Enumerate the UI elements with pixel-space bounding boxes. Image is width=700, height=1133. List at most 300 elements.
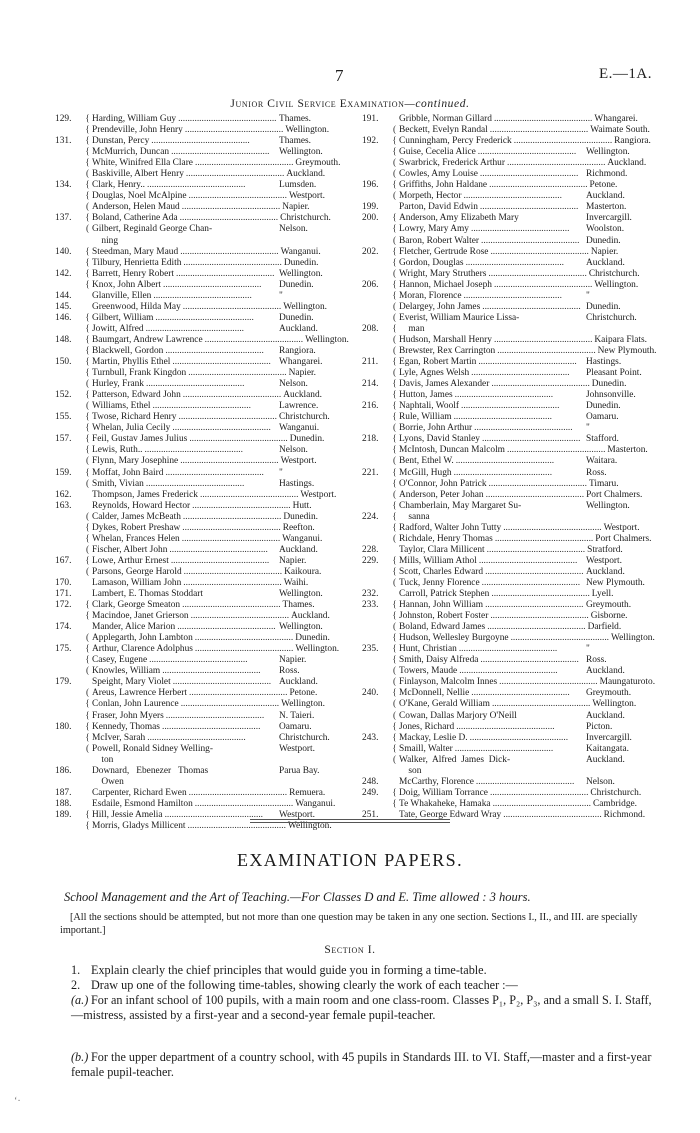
- candidate-place: Auckland.: [286, 169, 326, 180]
- leader-dots: ..........................................: [485, 600, 584, 611]
- candidate-rank: 148.: [55, 334, 72, 345]
- candidate-rank: [55, 158, 83, 169]
- candidate-row: [55, 799, 355, 810]
- leader-dots: [425, 324, 584, 335]
- candidate-place: Christchurch.: [279, 732, 330, 743]
- candidate-row: [55, 313, 355, 324]
- leader-dots: ..........................................: [481, 434, 581, 445]
- brace-mark: {: [85, 257, 90, 268]
- candidate-row: [55, 666, 355, 677]
- leader-dots: ..........................................: [490, 246, 589, 257]
- candidate-row: [362, 136, 662, 147]
- leader-dots: ..........................................: [463, 191, 562, 202]
- candidate-rank: 129.: [55, 114, 72, 124]
- question-1: [71, 963, 661, 978]
- brace-mark: {: [392, 600, 397, 611]
- leader-dots: ..........................................: [181, 202, 281, 213]
- brace-mark: (: [85, 544, 90, 555]
- candidate-rank: 167.: [55, 555, 72, 566]
- candidate-row: [362, 766, 662, 777]
- candidate-place: Napier.: [282, 202, 310, 213]
- brace-mark: [390, 114, 399, 125]
- candidate-place: Napier.: [279, 655, 307, 666]
- candidate-rank: 144.: [55, 290, 72, 301]
- candidate-name: ton: [92, 754, 114, 765]
- brace-mark: (: [392, 158, 397, 169]
- candidate-name: Turnbull, Frank Kingdon: [92, 368, 187, 379]
- leader-dots: ..........................................: [497, 345, 596, 356]
- leader-dots: [212, 224, 277, 235]
- leader-dots: ..........................................: [180, 246, 279, 257]
- candidate-row: [362, 799, 662, 810]
- candidate-row: [362, 699, 662, 710]
- candidate-row: [55, 711, 355, 722]
- brace-mark: {: [392, 787, 397, 798]
- candidate-name: Kennedy, Thomas: [92, 721, 160, 732]
- candidate-row: [55, 302, 355, 313]
- candidate-row: [362, 633, 662, 644]
- candidate-row: [55, 346, 355, 357]
- leader-dots: [124, 777, 277, 788]
- candidate-name: Hill, Jessie Amelia: [92, 809, 163, 820]
- candidate-place: Wellington.: [283, 301, 327, 312]
- candidate-name: man: [399, 323, 425, 334]
- question-2-number: 2.: [71, 978, 81, 992]
- candidate-rank: [55, 346, 83, 357]
- leader-dots: ..........................................: [178, 114, 277, 124]
- brace-mark: {: [85, 368, 90, 379]
- candidate-place: Auckland.: [586, 191, 625, 202]
- candidate-place: Oamaru.: [586, 412, 619, 423]
- candidate-place: New Plymouth.: [586, 577, 645, 588]
- candidate-row: [362, 523, 662, 534]
- candidate-rank: [362, 534, 390, 545]
- candidate-name: Gilbert, William: [92, 312, 154, 323]
- candidate-rank: [55, 445, 83, 456]
- candidate-name: Jowitt, Alfred: [92, 323, 144, 334]
- candidate-row: [362, 445, 662, 456]
- leader-dots: ..........................................: [147, 732, 246, 743]
- candidate-name: Glanville, Ellen: [92, 290, 152, 301]
- brace-mark: (: [85, 633, 90, 644]
- section-divider-bottom: [250, 822, 450, 823]
- leader-dots: ..........................................: [481, 577, 581, 588]
- candidate-rank: 187.: [55, 787, 72, 798]
- brace-mark: {: [85, 821, 90, 831]
- candidate-row: [362, 147, 662, 158]
- candidate-row: [362, 490, 662, 501]
- candidate-place: [584, 766, 662, 777]
- brace-mark: {: [85, 125, 90, 136]
- candidate-rank: 180.: [55, 721, 72, 732]
- candidate-place: Ross.: [586, 467, 607, 478]
- candidate-place: [584, 512, 662, 523]
- brace-mark: [390, 589, 399, 600]
- leader-dots: ..........................................: [172, 423, 271, 434]
- brace-mark: {: [85, 246, 90, 257]
- candidate-place: Wellington.: [281, 699, 325, 710]
- candidate-rank: [362, 456, 390, 467]
- question-2b-text: For the upper department of a country school, with 45 pupils in Standards III. to VI. Staff,—master and a first-year female pupil-teacher.: [71, 1050, 652, 1079]
- leader-dots: ..........................................: [145, 379, 245, 390]
- candidate-rank: 162.: [55, 489, 72, 500]
- leader-dots: ..........................................: [491, 589, 590, 600]
- candidate-place: [277, 236, 355, 247]
- leader-dots: ..........................................: [188, 368, 287, 379]
- candidate-row: [362, 501, 662, 512]
- leader-dots: ..........................................: [183, 566, 283, 577]
- candidate-rank: 179.: [55, 677, 72, 688]
- candidate-place: Invercargill.: [586, 213, 632, 224]
- leader-dots: ..........................................: [499, 677, 598, 688]
- brace-mark: {: [392, 644, 397, 655]
- candidate-row: [362, 556, 662, 567]
- candidate-row: [362, 390, 662, 401]
- candidate-name: Hannon, Michael Joseph: [399, 279, 492, 290]
- leader-dots: ..........................................: [454, 390, 554, 401]
- candidate-row: [362, 479, 662, 490]
- candidate-row: [55, 589, 355, 600]
- candidate-name: Conlan, John Laurence: [92, 699, 179, 710]
- brace-mark: {: [392, 732, 397, 743]
- candidate-place: Wellington.: [592, 699, 637, 710]
- candidate-place: Greymouth.: [295, 158, 341, 169]
- candidate-row: [362, 169, 662, 180]
- candidate-place: Dunedin.: [591, 379, 627, 390]
- candidate-rank: [362, 622, 390, 633]
- candidate-place: Westport.: [279, 809, 315, 820]
- leader-dots: ..........................................: [471, 368, 570, 379]
- leader-dots: ..........................................: [479, 202, 579, 213]
- candidate-name: Anderson, Helen Maud: [92, 202, 180, 213]
- candidate-rank: [362, 744, 390, 755]
- candidate-place: [277, 777, 355, 788]
- leader-dots: ..........................................: [188, 787, 288, 798]
- candidate-name: Johnston, Robert Foster: [399, 611, 489, 622]
- candidate-place: Johnsonville.: [586, 390, 636, 401]
- leader-dots: ..........................................: [183, 257, 282, 268]
- candidate-rank: 155.: [55, 412, 72, 423]
- leader-dots: ..........................................: [469, 732, 569, 743]
- candidate-row: [55, 423, 355, 434]
- candidate-place: Wellington.: [586, 147, 630, 158]
- candidate-name: Macindoe, Janet Grierson: [92, 611, 189, 622]
- leader-dots: ..........................................: [506, 445, 606, 456]
- candidate-name: Arthur, Clarence Adolphus: [92, 644, 193, 655]
- candidate-place: Wellington.: [586, 500, 630, 511]
- brace-mark: {: [392, 478, 397, 489]
- candidate-name: Carpenter, Richard Ewen: [92, 787, 187, 798]
- question-2a: [71, 993, 661, 1022]
- candidate-row: [55, 456, 355, 467]
- candidate-rank: [362, 412, 390, 423]
- candidate-place: ": [279, 290, 283, 301]
- candidate-name: Radford, Walter John Tutty: [399, 522, 502, 533]
- candidate-row: [55, 611, 355, 622]
- leader-dots: ..........................................: [492, 798, 592, 809]
- candidate-place: Kaikoura.: [284, 566, 322, 577]
- candidate-row: [55, 258, 355, 269]
- candidate-rank: [362, 236, 390, 247]
- leader-dots: ..........................................: [189, 688, 288, 699]
- candidate-rank: 142.: [55, 268, 72, 279]
- brace-mark: {: [85, 644, 90, 655]
- brace-mark: [390, 545, 399, 556]
- candidate-name: Richdale, Henry Thomas: [399, 533, 493, 544]
- leader-dots: ..........................................: [454, 743, 554, 754]
- candidate-row: [362, 755, 662, 766]
- leader-dots: ..........................................: [491, 379, 590, 390]
- candidate-rank: [362, 445, 390, 456]
- candidate-place: Auckland.: [279, 544, 318, 555]
- brace-mark: {: [392, 798, 397, 809]
- brace-mark: (: [392, 268, 397, 279]
- candidate-name: Reynolds, Howard Hector: [92, 500, 191, 511]
- brace-mark: {: [85, 357, 90, 368]
- candidate-row: [55, 655, 355, 666]
- candidate-name: son: [399, 765, 422, 776]
- leader-dots: ..........................................: [494, 533, 594, 544]
- candidate-rank: 171.: [55, 589, 72, 600]
- candidate-name: Lowry, Mary Amy: [399, 224, 469, 235]
- candidate-row: [362, 158, 662, 169]
- candidate-place: Kaipara Flats.: [594, 334, 647, 345]
- leader-dots: ..........................................: [163, 279, 262, 290]
- candidate-name: Parton, David Edwin: [399, 202, 478, 213]
- candidate-place: Dunedin.: [295, 633, 330, 644]
- candidate-row: [362, 733, 662, 744]
- candidate-rank: 192.: [362, 136, 379, 147]
- candidate-place: Auckland.: [586, 666, 625, 677]
- brace-mark: {: [85, 114, 90, 124]
- candidate-name: Patterson, Edward John: [92, 390, 181, 401]
- candidate-name: Morris, Gladys Millicent: [92, 821, 186, 831]
- leader-dots: ..........................................: [510, 633, 610, 644]
- candidate-name: Bent, Ethel W.: [399, 456, 454, 467]
- candidate-row: [362, 236, 662, 247]
- candidate-name: Baumgart, Andrew Lawrence: [92, 334, 203, 345]
- leader-dots: [510, 755, 584, 766]
- candidate-place: Ross.: [279, 666, 300, 677]
- candidate-name: Gordon, Douglas: [399, 257, 464, 268]
- candidate-rank: 233.: [362, 600, 379, 611]
- leader-dots: ..........................................: [182, 390, 282, 401]
- candidate-place: Wellington.: [279, 268, 323, 279]
- leader-dots: ..........................................: [493, 279, 593, 290]
- candidate-place: Greymouth.: [586, 688, 632, 699]
- brace-mark: {: [85, 423, 90, 434]
- candidate-place: Pleasant Point.: [586, 368, 642, 379]
- candidate-name: Towers, Maude: [399, 666, 458, 677]
- brace-mark: (: [392, 456, 397, 467]
- candidate-row: [55, 788, 355, 799]
- candidate-row: [362, 202, 662, 213]
- candidate-row: [55, 114, 355, 125]
- candidate-place: Woolston.: [586, 224, 625, 235]
- candidate-place: Auckland.: [291, 611, 330, 622]
- candidate-row: [55, 733, 355, 744]
- leader-dots: [203, 589, 277, 600]
- candidate-row: [362, 125, 662, 136]
- candidate-rank: 229.: [362, 555, 379, 566]
- candidate-rank: [362, 666, 390, 677]
- candidate-name: Walker, Alfred James Dick-: [399, 754, 511, 765]
- candidate-row: [362, 213, 662, 224]
- leader-dots: ..........................................: [474, 423, 573, 434]
- candidate-rank: [362, 158, 390, 169]
- leader-dots: [430, 512, 584, 523]
- candidate-name: Moran, Florence: [399, 290, 462, 301]
- leader-dots: ..........................................: [172, 677, 272, 688]
- leader-dots: ..........................................: [182, 511, 282, 522]
- candidate-rank: [55, 755, 83, 766]
- candidate-name: Fraser, John Myers: [92, 710, 164, 721]
- brace-mark: (: [392, 533, 397, 544]
- candidate-row: [55, 247, 355, 258]
- leader-dots: ..........................................: [481, 235, 580, 246]
- candidate-place: Westport.: [586, 555, 622, 566]
- candidate-row: [55, 699, 355, 710]
- candidate-name: Greenwood, Hilda May: [92, 301, 181, 312]
- candidate-place: Dunedin.: [283, 511, 318, 522]
- brace-mark: (: [392, 312, 397, 323]
- candidate-row: [362, 280, 662, 291]
- leader-dots: [519, 313, 584, 324]
- candidate-rank: [362, 655, 390, 666]
- brace-mark: {: [392, 743, 397, 754]
- candidate-row: [362, 744, 662, 755]
- candidate-row: [362, 258, 662, 269]
- candidate-name: Hannan, John William: [399, 600, 484, 611]
- candidate-row: [55, 191, 355, 202]
- candidate-name: Thompson, James Frederick: [92, 489, 198, 500]
- candidate-rank: 172.: [55, 600, 72, 611]
- brace-mark: (: [392, 710, 397, 721]
- candidate-rank: [55, 733, 83, 744]
- candidate-rank: [362, 390, 390, 401]
- brace-mark: (: [392, 125, 397, 136]
- candidate-name: McCarthy, Florence: [399, 776, 474, 787]
- candidate-name: Mackay, Leslie D.: [399, 732, 468, 743]
- candidate-row: [55, 766, 355, 777]
- leader-dots: ..........................................: [177, 622, 276, 633]
- candidate-rank: [55, 401, 83, 412]
- candidate-row: [362, 401, 662, 412]
- candidate-place: Wellington.: [279, 622, 323, 633]
- candidate-row: [55, 677, 355, 688]
- candidate-row: [362, 600, 662, 611]
- candidate-name: Hutton, James: [399, 390, 453, 401]
- brace-mark: (: [392, 489, 397, 500]
- leader-dots: ..........................................: [181, 533, 281, 544]
- candidate-place: Picton.: [586, 721, 613, 732]
- candidate-rank: [362, 501, 390, 512]
- leader-dots: ..........................................: [487, 622, 586, 633]
- candidate-rank: [55, 567, 83, 578]
- brace-mark: {: [392, 555, 397, 566]
- candidate-place: Lumsden.: [279, 180, 317, 191]
- candidate-place: Hastings.: [279, 478, 315, 489]
- brace-mark: [83, 578, 92, 589]
- candidate-rank: 196.: [362, 180, 379, 191]
- candidate-place: Dunedin.: [586, 301, 621, 312]
- candidate-name: Wright, Mary Struthers: [399, 268, 487, 279]
- candidate-place: Christchurch.: [280, 213, 331, 224]
- candidate-row: [55, 280, 355, 291]
- candidate-name: Twose, Richard Henry: [92, 412, 177, 423]
- candidate-name: Doig, William Torrance: [399, 787, 488, 798]
- candidate-row: [362, 180, 662, 191]
- leader-dots: ..........................................: [179, 213, 279, 224]
- candidate-place: Waitara.: [586, 456, 618, 467]
- candidate-rank: [55, 611, 83, 622]
- leader-dots: ..........................................: [161, 721, 261, 732]
- brace-mark: {: [392, 633, 397, 644]
- candidate-row: [362, 324, 662, 335]
- brace-mark: {: [85, 434, 90, 445]
- candidate-rank: 152.: [55, 390, 72, 401]
- leader-dots: ..........................................: [180, 456, 279, 467]
- candidate-name: Davis, James Alexander: [399, 379, 490, 390]
- brace-mark: (: [392, 191, 397, 202]
- candidate-place: Westport.: [300, 489, 337, 500]
- candidate-row: [362, 114, 662, 125]
- candidate-place: N. Taieri.: [279, 710, 315, 721]
- candidate-place: Westport.: [280, 456, 317, 467]
- candidate-place: Wanganui.: [295, 798, 336, 809]
- candidate-name: Calder, James McBeath: [92, 511, 181, 522]
- candidate-row: [55, 136, 355, 147]
- candidate-rank: 243.: [362, 732, 379, 743]
- candidate-row: [55, 335, 355, 346]
- question-2a-text: For an infant school of 100 pupils, with a main room and one class-room. Classes P₁, P₂, P₃, and a small S. I. Staff,—mistress, assisted by a first-year and a second-year female pupil-teacher.: [71, 993, 652, 1022]
- leader-dots: ..........................................: [488, 268, 587, 279]
- candidate-rank: 159.: [55, 467, 72, 478]
- leader-dots: ..........................................: [465, 257, 565, 268]
- candidate-row: [55, 523, 355, 534]
- leader-dots: ..........................................: [491, 699, 591, 710]
- candidate-rank: 163.: [55, 500, 72, 511]
- candidate-place: Port Chalmers.: [595, 533, 652, 544]
- candidate-rank: [362, 169, 390, 180]
- candidate-place: Waimate South.: [590, 125, 650, 136]
- brace-mark: {: [85, 467, 90, 478]
- leader-dots: ..........................................: [171, 147, 270, 158]
- candidate-name: Morpeth, Hector: [399, 191, 462, 202]
- candidate-row: [362, 788, 662, 799]
- brace-mark: (: [392, 677, 397, 688]
- candidate-row: [55, 434, 355, 445]
- candidate-rank: [362, 633, 390, 644]
- candidate-rank: 175.: [55, 644, 72, 655]
- candidate-name: Baskiville, Albert Henry: [92, 169, 184, 180]
- candidate-row: [362, 512, 662, 523]
- candidate-name: Tate, George Edward Wray: [399, 809, 502, 820]
- candidate-rank: [362, 423, 390, 434]
- candidate-row: [55, 744, 355, 755]
- candidate-rank: [55, 688, 83, 699]
- candidate-row: [55, 644, 355, 655]
- candidate-name: Mander, Alice Marion: [92, 622, 176, 633]
- brace-mark: [83, 788, 92, 799]
- candidate-place: Hastings.: [586, 357, 622, 368]
- leader-dots: ..........................................: [162, 666, 261, 677]
- leader-dots: [521, 501, 584, 512]
- brace-mark: (: [392, 345, 397, 356]
- candidate-rank: [55, 534, 83, 545]
- candidate-place: Whangarei.: [594, 114, 638, 124]
- leader-dots: ..........................................: [170, 555, 270, 566]
